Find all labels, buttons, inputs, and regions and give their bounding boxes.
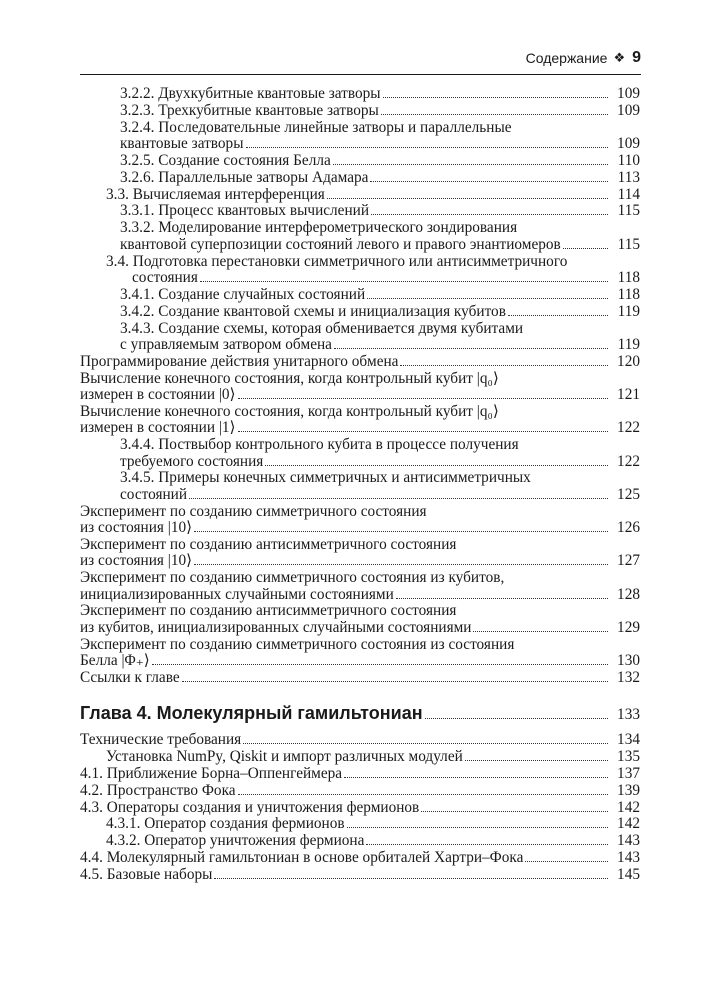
toc-chapter-entry[interactable] (80, 702, 640, 726)
toc-page-number: 110 (617, 151, 640, 169)
dot-leader (344, 777, 608, 778)
toc-entry-text: 4.2. Пространство Фока (80, 781, 236, 799)
toc-page-number: 133 (617, 706, 640, 724)
toc-entry-text: 3.2.6. Параллельные затворы Адамара (120, 168, 369, 186)
toc-page-number: 122 (617, 419, 640, 437)
toc-entry[interactable] (80, 220, 640, 253)
toc-entry[interactable] (80, 203, 640, 219)
toc-page-number: 139 (617, 781, 640, 799)
toc-entry[interactable] (80, 637, 640, 670)
toc-entry-text: 4.1. Приближение Борна–Оппенгеймера (80, 764, 343, 782)
toc-entry-text: 4.3.1. Оператор создания фермионов (106, 815, 345, 833)
toc-page-number: 127 (617, 552, 640, 570)
dot-leader (265, 465, 608, 466)
toc-entry[interactable] (80, 254, 640, 287)
dot-leader (525, 861, 608, 862)
toc-entry[interactable] (80, 749, 640, 765)
dot-leader (367, 298, 608, 299)
toc-entry-text: 4.5. Базовые наборы (80, 866, 213, 883)
toc-entry-text: 3.3.1. Процесс квантовых вычислений (120, 202, 370, 220)
toc-entry-text: квантовой суперпозиции состояний левого и правого энантиомеров (120, 235, 561, 253)
dot-leader (400, 365, 608, 366)
toc-entry[interactable] (80, 603, 640, 636)
toc-entry[interactable] (80, 816, 640, 832)
dot-leader (465, 760, 608, 761)
toc-entry[interactable] (80, 800, 640, 816)
toc-entry[interactable] (80, 103, 640, 119)
dot-leader (238, 431, 608, 432)
dot-leader (383, 97, 608, 98)
toc-entry[interactable] (80, 470, 640, 503)
toc-page-number: 143 (617, 832, 640, 850)
dot-leader (347, 827, 608, 828)
toc-entry-text: с управляемым затвором обмена (120, 335, 332, 353)
toc-entry[interactable] (80, 120, 640, 153)
dot-leader (333, 164, 608, 165)
running-header (80, 46, 641, 75)
toc-page-number: 114 (617, 185, 640, 203)
toc-page-number: 125 (617, 485, 640, 503)
toc-page-number: 119 (617, 335, 640, 353)
dot-leader (473, 631, 608, 632)
toc-entry-text: 4.4. Молекулярный гамильтониан в основе орбиталей Хартри–Фока (80, 849, 524, 867)
toc-entry[interactable] (80, 867, 640, 883)
toc-entry-text: из состояния |10⟩ (80, 552, 193, 570)
toc-entry-text: из кубитов, инициализированных случайными состояниями (80, 618, 472, 636)
toc-entry[interactable] (80, 321, 640, 354)
toc-entry-text: 3.3.2. Моделирование интерферометрического зондирования (120, 219, 518, 237)
toc-page-number: 129 (617, 618, 640, 636)
toc-entry-text: Эксперимент по созданию симметричного состояния из состояния (80, 635, 515, 653)
dot-leader (370, 181, 608, 182)
toc-page-number: 135 (617, 748, 640, 766)
toc-entry[interactable] (80, 404, 640, 437)
toc-entry-text: 4.3.2. Оператор уничтожения фермиона (106, 832, 365, 850)
toc-page-number: 118 (617, 285, 640, 303)
dot-leader (421, 811, 608, 812)
dot-leader (214, 878, 608, 879)
toc-entry-text: Эксперимент по созданию симметричного состояния из кубитов, (80, 569, 505, 587)
toc-entry-text: состояний (120, 485, 188, 503)
toc-entry[interactable] (80, 850, 640, 866)
page-number: 9 (632, 49, 641, 66)
dot-leader (246, 147, 609, 148)
toc-entry[interactable] (80, 153, 640, 169)
toc-entry-text: Технические требования (80, 731, 242, 749)
fleuron-icon: ❖ (613, 50, 626, 65)
dot-leader (381, 114, 608, 115)
toc-entry-text: Глава 4. Молекулярный гамильтониан (80, 703, 423, 724)
toc-page-number: 126 (617, 519, 640, 536)
dot-leader (327, 198, 608, 199)
toc-entry-text: 3.2.3. Трехкубитные квантовые затворы (120, 101, 379, 119)
toc-page-number: 128 (617, 585, 640, 603)
dot-leader (508, 315, 608, 316)
toc-entry[interactable] (80, 86, 640, 102)
toc-entry-text: 3.4.2. Создание квантовой схемы и инициализация кубитов (120, 302, 506, 320)
toc-entry[interactable] (80, 304, 640, 320)
toc-entry-text: 3.4.4. Поствыбор контрольного кубита в процессе получения (120, 436, 519, 454)
table-of-contents (80, 86, 640, 884)
dot-leader (152, 664, 608, 665)
toc-entry[interactable] (80, 504, 640, 537)
dot-leader (189, 498, 608, 499)
toc-page-number: 118 (617, 268, 640, 286)
toc-entry-text: 3.2.4. Последовательные линейные затворы и параллельные (120, 118, 512, 136)
toc-entry-text: Эксперимент по созданию симметричного состояния (80, 502, 427, 520)
toc-entry-text: Ссылки к главе (80, 668, 180, 686)
header-title: Содержание (525, 50, 608, 66)
toc-page-number: 109 (617, 135, 640, 153)
toc-entry-text: 3.4.1. Создание случайных состояний (120, 285, 366, 303)
toc-page-number: 122 (617, 452, 640, 470)
dot-leader (182, 681, 608, 682)
toc-entry[interactable] (80, 833, 640, 849)
toc-page-number: 132 (617, 668, 640, 686)
toc-entry-text: 3.4.3. Создание схемы, которая обменивается двумя кубитами (120, 319, 524, 337)
toc-entry-text: измерен в состоянии |0⟩ (80, 386, 236, 403)
toc-page-number: 109 (617, 101, 640, 119)
toc-entry[interactable] (80, 354, 640, 370)
toc-entry[interactable] (80, 371, 640, 404)
toc-page-number: 137 (617, 764, 640, 782)
toc-page-number: 142 (617, 815, 640, 833)
dot-leader (194, 531, 608, 532)
toc-page-number: 115 (617, 202, 640, 220)
toc-page-number: 113 (617, 168, 640, 186)
toc-entry-text: Вычисление конечного состояния, когда контрольный кубит |q₀⟩ (80, 369, 499, 387)
toc-entry-text: 3.3. Вычисляемая интерференция (106, 185, 325, 203)
toc-entry-text: 3.2.2. Двухкубитные квантовые затворы (120, 85, 381, 102)
toc-entry-text: инициализированных случайными состояниями (80, 585, 394, 603)
dot-leader (238, 794, 608, 795)
toc-entry[interactable] (80, 287, 640, 303)
toc-entry-text: 3.4. Подготовка перестановки симметричного или антисимметричного (106, 252, 568, 270)
toc-page-number: 115 (617, 235, 640, 253)
toc-entry[interactable] (80, 537, 640, 570)
toc-entry-text: Эксперимент по созданию антисимметричного состояния (80, 535, 457, 553)
toc-entry-text: 3.2.5. Создание состояния Белла (120, 151, 331, 169)
toc-entry[interactable] (80, 766, 640, 782)
toc-page-number: 121 (617, 386, 640, 403)
dot-leader (396, 598, 608, 599)
toc-entry-text: состояния (132, 268, 198, 286)
dot-leader (200, 281, 608, 282)
toc-entry[interactable] (80, 170, 640, 186)
dot-leader (334, 348, 608, 349)
toc-entry-text: из состояния |10⟩ (80, 519, 193, 536)
toc-page-number: 119 (617, 302, 640, 320)
toc-entry[interactable] (80, 783, 640, 799)
toc-entry-text: Эксперимент по созданию антисимметричного состояния (80, 602, 457, 620)
dot-leader (366, 844, 608, 845)
toc-entry[interactable] (80, 570, 640, 603)
dot-leader (238, 398, 608, 399)
toc-entry-text: 4.3. Операторы создания и уничтожения фермионов (80, 798, 420, 816)
toc-page-number: 143 (617, 849, 640, 867)
toc-page-number: 130 (617, 652, 640, 669)
toc-page-number: 134 (617, 731, 640, 749)
toc-entry-text: 3.4.5. Примеры конечных симметричных и антисимметричных (120, 469, 531, 487)
toc-entry-text: Вычисление конечного состояния, когда контрольный кубит |q₀⟩ (80, 402, 499, 420)
toc-entry[interactable] (80, 437, 640, 470)
dot-leader (563, 248, 608, 249)
toc-page-number: 145 (617, 866, 640, 883)
toc-entry-text: Белла |Φ₊⟩ (80, 652, 150, 669)
dot-leader (194, 564, 608, 565)
toc-page-number: 120 (617, 352, 640, 370)
toc-entry-text: измерен в состоянии |1⟩ (80, 419, 236, 437)
toc-entry-text: Установка NumPy, Qiskit и импорт различных модулей (106, 748, 463, 766)
toc-page-number: 109 (617, 85, 640, 102)
toc-entry[interactable] (80, 732, 640, 748)
dot-leader (371, 214, 608, 215)
toc-entry[interactable] (80, 187, 640, 203)
dot-leader (243, 743, 608, 744)
toc-entry-text: требуемого состояния (120, 452, 264, 470)
toc-entry-text: квантовые затворы (120, 135, 244, 153)
toc-entry-text: Программирование действия унитарного обмена (80, 352, 399, 370)
toc-entry[interactable] (80, 670, 640, 686)
toc-page-number: 142 (617, 798, 640, 816)
dot-leader (425, 718, 608, 719)
